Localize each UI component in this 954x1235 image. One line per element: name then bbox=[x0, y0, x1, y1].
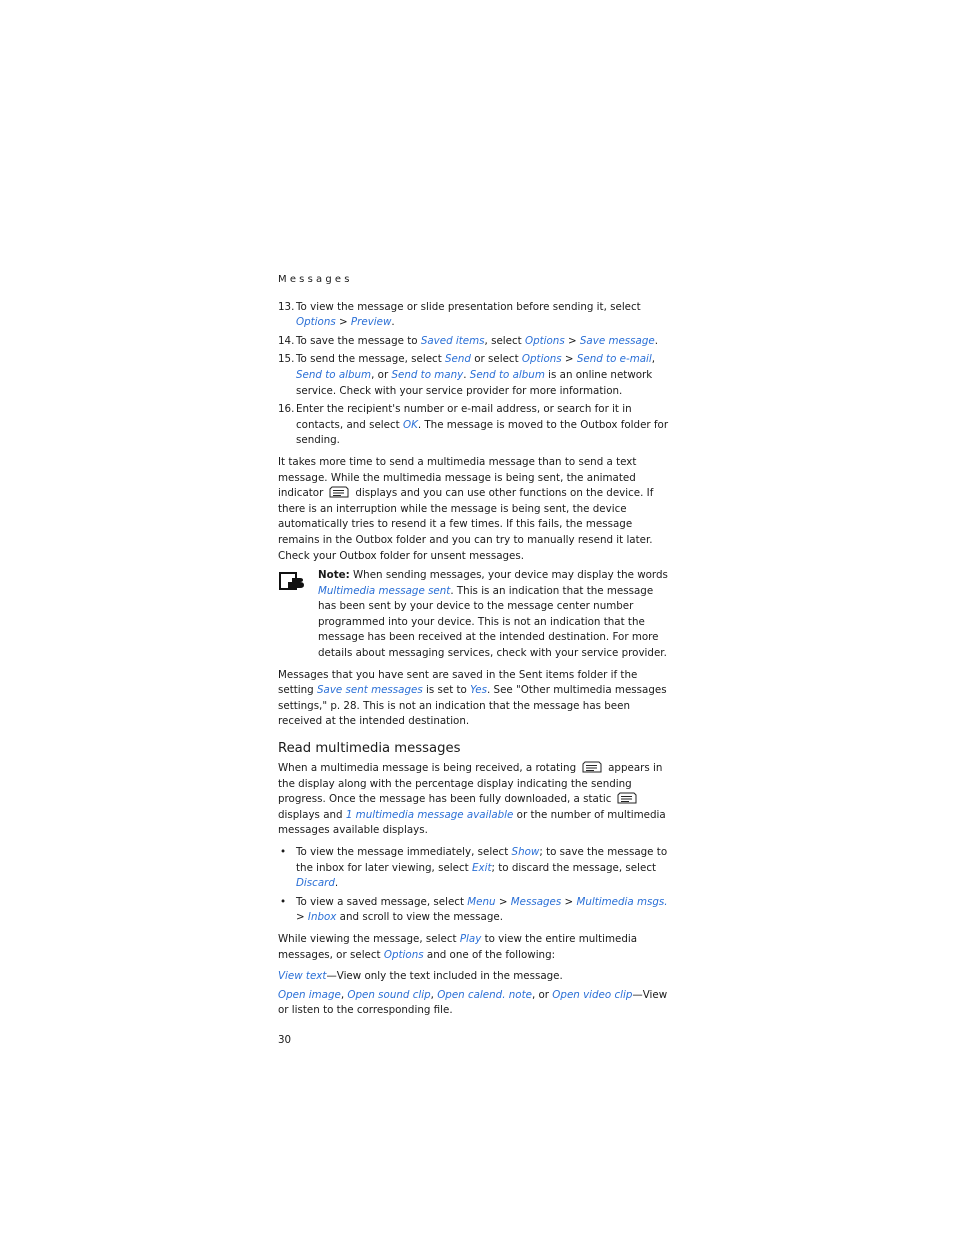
multimedia-message-icon bbox=[582, 761, 602, 773]
link-discard: Discard bbox=[296, 877, 335, 890]
step-item: 16. Enter the recipient's number or e-mail address, or search for it in contacts, and select OK. The message is moved to the Outbox folder for sending. bbox=[278, 403, 669, 447]
paragraph-view-text: View text—View only the text included in the message. bbox=[278, 970, 563, 983]
note-label: Note: bbox=[318, 569, 350, 582]
link-options: Options bbox=[296, 316, 336, 329]
link-show: Show bbox=[511, 846, 540, 858]
bullet-list bbox=[278, 845, 670, 926]
note-box: Note: When sending messages, your device may display the words Multimedia message sent. This is an indication that the message has been sent by your device to the message center number programmed into your device. This is not an indication that the message has been received at the intended destination. For more details about messaging services, check with your service provider. bbox=[278, 568, 670, 662]
paragraph-sending: It takes more time to send a multimedia message than to send a text message. While the multimedia message is being sent, the animated indicator displays and you can use other functions on the device. If there is an interruption while the message is being sent, the device automatically tries to resend it a few times. If this fails, the message remains in the Outbox folder and you can try to manually resend it later. Check your Outbox folder for unsent messages. bbox=[278, 455, 654, 562]
document-page bbox=[278, 272, 670, 1049]
bullet-item: • To view the message immediately, select Show; to save the message to the inbox for later viewing, select Exit; to discard the message, select Discard. bbox=[280, 846, 668, 890]
link-options: Options bbox=[524, 334, 565, 347]
paragraph-sent-items: Messages that you have sent are saved in the Sent items folder if the setting Save sent messages is set to Yes. See "Other multimedia messages settings," p. 28. This is not an indication that the message has been received at the intended destination. bbox=[278, 668, 667, 728]
bullet-item: • To view a saved message, select Menu > Messages > Multimedia msgs. > Inbox and scroll to view the message. bbox=[280, 895, 668, 924]
link-play: Play bbox=[459, 932, 482, 945]
link-menu: Menu bbox=[467, 895, 496, 908]
link-preview: Preview bbox=[350, 316, 392, 329]
link-send-to-album: Send to album bbox=[469, 368, 545, 381]
section-heading: Read multimedia messages bbox=[278, 741, 461, 757]
step-list bbox=[278, 300, 670, 449]
link-send-to-album: Send to album bbox=[296, 368, 372, 381]
paragraph-viewing: While viewing the message, select Play to view the entire multimedia messages, or select Options and one of the following: bbox=[278, 932, 638, 961]
page-number: 30 bbox=[278, 1033, 292, 1046]
step-item: 13. To view the message or slide presentation before sending it, select Options > Preview. bbox=[278, 300, 641, 329]
link-yes: Yes bbox=[470, 684, 487, 697]
link-options: Options bbox=[383, 948, 424, 961]
link-inbox: Inbox bbox=[307, 911, 337, 924]
paragraph-receiving: When a multimedia message is being received, a rotating appears in the display along with the percentage display indicating the sending progress. Once the message has been fully downloaded, a staticdisplays and 1 multimedia message available or the number of multimedia messages available displays. bbox=[278, 762, 666, 837]
link-multimedia-msgs: Multimedia msgs. bbox=[576, 895, 668, 908]
link-send-to-many: Send to many bbox=[391, 368, 464, 381]
link-multimedia-message-available: 1 multimedia message available bbox=[345, 808, 514, 821]
link-save-message: Save message bbox=[579, 334, 655, 347]
link-send: Send bbox=[445, 353, 471, 366]
link-open-sound-clip: Open sound clip bbox=[347, 988, 431, 1001]
link-open-image: Open image bbox=[278, 988, 341, 1001]
paragraph-open-options: Open image, Open sound clip, Open calend. note, or Open video clip—View or listen to the corresponding file. bbox=[278, 988, 668, 1017]
link-save-sent-messages: Save sent messages bbox=[316, 684, 423, 697]
note-hand-icon bbox=[278, 570, 306, 592]
multimedia-message-icon bbox=[617, 792, 637, 804]
link-messages: Messages bbox=[510, 895, 562, 908]
link-multimedia-message-sent: Multimedia message sent bbox=[318, 584, 451, 597]
link-exit: Exit bbox=[471, 861, 492, 874]
link-saved-items: Saved items bbox=[420, 334, 485, 347]
link-open-calend-note: Open calend. note bbox=[437, 988, 532, 1001]
step-item: 15. To send the message, select Send or select Options > Send to e-mail, Send to album, or Send to many. Send to album is an online network service. Check with your service provider for more information. bbox=[278, 353, 656, 397]
link-view-text: View text bbox=[278, 970, 327, 983]
link-ok: OK bbox=[402, 418, 418, 431]
link-send-to-email: Send to e-mail bbox=[576, 353, 652, 366]
multimedia-message-icon bbox=[329, 486, 349, 498]
section-header: Messages bbox=[278, 274, 353, 285]
step-item: 14. To save the message to Saved items, select Options > Save message. bbox=[278, 334, 658, 347]
link-options: Options bbox=[521, 353, 562, 366]
link-open-video-clip: Open video clip bbox=[552, 988, 633, 1001]
